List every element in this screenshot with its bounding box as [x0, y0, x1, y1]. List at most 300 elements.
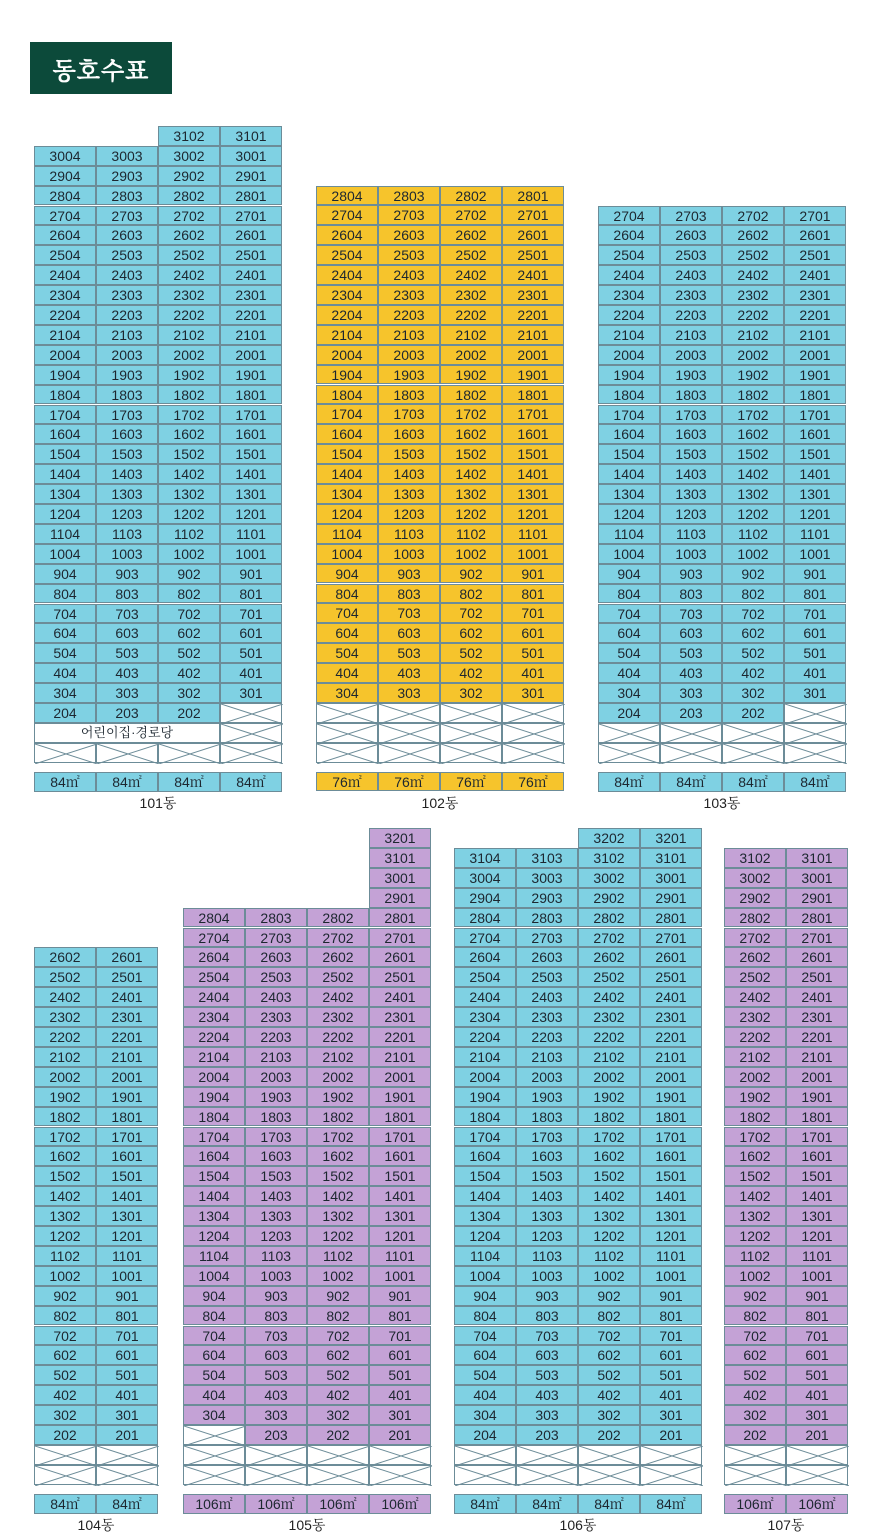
unit-cell[interactable]: 3002	[724, 868, 786, 888]
unit-cell[interactable]: 1203	[96, 504, 158, 524]
unit-cell[interactable]: 2204	[34, 305, 96, 325]
unit-cell[interactable]: 2302	[307, 1007, 369, 1027]
unit-cell[interactable]: 2003	[660, 345, 722, 365]
unit-cell[interactable]: 203	[516, 1425, 578, 1445]
unit-cell[interactable]: 1404	[34, 464, 96, 484]
unit-cell[interactable]: 1502	[34, 1166, 96, 1186]
unit-cell[interactable]: 2202	[578, 1027, 640, 1047]
unit-cell[interactable]: 2304	[454, 1007, 516, 1027]
unit-cell[interactable]: 2802	[440, 186, 502, 206]
unit-cell[interactable]: 503	[660, 643, 722, 663]
unit-cell[interactable]: 1303	[245, 1206, 307, 1226]
unit-cell[interactable]: 2002	[34, 1067, 96, 1087]
unit-cell[interactable]: 1302	[158, 484, 220, 504]
unit-cell[interactable]: 1901	[502, 365, 564, 385]
unit-cell[interactable]: 1404	[183, 1186, 245, 1206]
unit-cell[interactable]: 2201	[786, 1027, 848, 1047]
unit-cell[interactable]: 2704	[183, 928, 245, 948]
unit-cell[interactable]: 302	[34, 1405, 96, 1425]
unit-cell[interactable]: 2101	[369, 1047, 431, 1067]
unit-cell[interactable]: 1102	[307, 1246, 369, 1266]
unit-cell[interactable]: 303	[660, 683, 722, 703]
unit-cell[interactable]: 1101	[502, 524, 564, 544]
unit-cell[interactable]: 1301	[640, 1206, 702, 1226]
unit-cell[interactable]: 601	[502, 623, 564, 643]
unit-cell[interactable]: 1903	[245, 1087, 307, 1107]
unit-cell[interactable]: 1401	[220, 464, 282, 484]
unit-cell[interactable]: 1904	[598, 365, 660, 385]
unit-cell[interactable]: 2402	[34, 987, 96, 1007]
unit-cell[interactable]: 2804	[316, 186, 378, 206]
unit-cell[interactable]: 1201	[96, 1226, 158, 1246]
unit-cell[interactable]: 403	[96, 663, 158, 683]
unit-cell[interactable]: 2703	[96, 206, 158, 226]
unit-cell[interactable]: 301	[369, 1405, 431, 1425]
unit-cell[interactable]: 1501	[640, 1166, 702, 1186]
unit-cell[interactable]: 901	[220, 564, 282, 584]
unit-cell[interactable]: 903	[96, 564, 158, 584]
unit-cell[interactable]: 3102	[158, 126, 220, 146]
unit-cell[interactable]: 1504	[316, 444, 378, 464]
unit-cell[interactable]: 1002	[34, 1266, 96, 1286]
unit-cell[interactable]: 2203	[660, 305, 722, 325]
unit-cell[interactable]: 1402	[722, 464, 784, 484]
unit-cell[interactable]: 702	[307, 1326, 369, 1346]
unit-cell[interactable]: 2103	[96, 325, 158, 345]
unit-cell[interactable]: 2804	[183, 908, 245, 928]
unit-cell[interactable]: 802	[34, 1306, 96, 1326]
unit-cell[interactable]: 902	[440, 564, 502, 584]
unit-cell[interactable]: 601	[369, 1345, 431, 1365]
unit-cell[interactable]: 2902	[724, 888, 786, 908]
unit-cell[interactable]: 2504	[316, 245, 378, 265]
unit-cell[interactable]: 704	[34, 604, 96, 624]
unit-cell[interactable]: 701	[369, 1326, 431, 1346]
unit-cell[interactable]: 1401	[640, 1186, 702, 1206]
unit-cell[interactable]: 803	[378, 584, 440, 604]
unit-cell[interactable]: 1704	[598, 405, 660, 425]
unit-cell[interactable]: 1502	[158, 444, 220, 464]
unit-cell[interactable]: 2502	[440, 245, 502, 265]
unit-cell[interactable]: 1104	[598, 524, 660, 544]
unit-cell[interactable]: 1702	[158, 405, 220, 425]
unit-cell[interactable]: 1603	[516, 1146, 578, 1166]
unit-cell[interactable]: 2803	[516, 908, 578, 928]
unit-cell[interactable]: 404	[598, 663, 660, 683]
unit-cell[interactable]: 2604	[454, 947, 516, 967]
unit-cell[interactable]: 801	[502, 584, 564, 604]
unit-cell[interactable]: 3003	[96, 146, 158, 166]
unit-cell[interactable]: 1704	[454, 1127, 516, 1147]
unit-cell[interactable]: 204	[34, 703, 96, 723]
unit-cell[interactable]: 1902	[34, 1087, 96, 1107]
unit-cell[interactable]: 502	[307, 1365, 369, 1385]
unit-cell[interactable]: 2501	[96, 967, 158, 987]
unit-cell[interactable]: 1001	[369, 1266, 431, 1286]
unit-cell[interactable]: 2201	[784, 305, 846, 325]
unit-cell[interactable]: 2802	[307, 908, 369, 928]
unit-cell[interactable]: 504	[183, 1365, 245, 1385]
unit-cell[interactable]: 2401	[369, 987, 431, 1007]
unit-cell[interactable]: 1602	[34, 1146, 96, 1166]
unit-cell[interactable]: 2102	[722, 325, 784, 345]
unit-cell[interactable]: 302	[724, 1405, 786, 1425]
unit-cell[interactable]: 1603	[96, 424, 158, 444]
unit-cell[interactable]: 1302	[724, 1206, 786, 1226]
unit-cell[interactable]: 2401	[640, 987, 702, 1007]
unit-cell[interactable]: 503	[245, 1365, 307, 1385]
unit-cell[interactable]: 401	[786, 1385, 848, 1405]
unit-cell[interactable]: 2202	[34, 1027, 96, 1047]
unit-cell[interactable]: 1903	[96, 365, 158, 385]
unit-cell[interactable]: 2504	[183, 967, 245, 987]
unit-cell[interactable]: 1101	[96, 1246, 158, 1266]
unit-cell[interactable]: 1001	[96, 1266, 158, 1286]
unit-cell[interactable]: 2602	[158, 225, 220, 245]
unit-cell[interactable]: 303	[516, 1405, 578, 1425]
unit-cell[interactable]: 1203	[378, 504, 440, 524]
unit-cell[interactable]: 2301	[96, 1007, 158, 1027]
unit-cell[interactable]: 2702	[724, 928, 786, 948]
unit-cell[interactable]: 1401	[784, 464, 846, 484]
unit-cell[interactable]: 3102	[724, 848, 786, 868]
unit-cell[interactable]: 1103	[245, 1246, 307, 1266]
unit-cell[interactable]: 2104	[598, 325, 660, 345]
unit-cell[interactable]: 804	[34, 584, 96, 604]
unit-cell[interactable]: 2502	[307, 967, 369, 987]
unit-cell[interactable]: 2202	[307, 1027, 369, 1047]
unit-cell[interactable]: 501	[640, 1365, 702, 1385]
unit-cell[interactable]: 804	[183, 1306, 245, 1326]
unit-cell[interactable]: 1603	[378, 424, 440, 444]
unit-cell[interactable]: 2102	[158, 325, 220, 345]
unit-cell[interactable]: 2701	[502, 205, 564, 225]
unit-cell[interactable]: 1803	[96, 385, 158, 405]
unit-cell[interactable]: 2203	[96, 305, 158, 325]
unit-cell[interactable]: 904	[598, 564, 660, 584]
unit-cell[interactable]: 2602	[578, 947, 640, 967]
unit-cell[interactable]: 1702	[34, 1127, 96, 1147]
unit-cell[interactable]: 2001	[786, 1067, 848, 1087]
unit-cell[interactable]: 2504	[598, 245, 660, 265]
unit-cell[interactable]: 2102	[307, 1047, 369, 1067]
unit-cell[interactable]: 201	[96, 1425, 158, 1445]
unit-cell[interactable]: 503	[96, 643, 158, 663]
unit-cell[interactable]: 701	[220, 604, 282, 624]
unit-cell[interactable]: 1602	[722, 424, 784, 444]
unit-cell[interactable]: 3003	[516, 868, 578, 888]
unit-cell[interactable]: 304	[183, 1405, 245, 1425]
unit-cell[interactable]: 1701	[502, 404, 564, 424]
unit-cell[interactable]: 2802	[158, 186, 220, 206]
unit-cell[interactable]: 1104	[316, 524, 378, 544]
unit-cell[interactable]: 302	[722, 683, 784, 703]
unit-cell[interactable]: 1601	[640, 1146, 702, 1166]
unit-cell[interactable]: 1701	[640, 1127, 702, 1147]
unit-cell[interactable]: 2302	[724, 1007, 786, 1027]
unit-cell[interactable]: 701	[502, 603, 564, 623]
unit-cell[interactable]: 2203	[245, 1027, 307, 1047]
unit-cell[interactable]: 1101	[786, 1246, 848, 1266]
unit-cell[interactable]: 702	[578, 1326, 640, 1346]
unit-cell[interactable]: 1402	[578, 1186, 640, 1206]
unit-cell[interactable]: 2404	[183, 987, 245, 1007]
unit-cell[interactable]: 2602	[307, 947, 369, 967]
unit-cell[interactable]: 1601	[220, 424, 282, 444]
unit-cell[interactable]: 1404	[316, 464, 378, 484]
unit-cell[interactable]: 301	[502, 683, 564, 703]
unit-cell[interactable]: 1102	[578, 1246, 640, 1266]
unit-cell[interactable]: 1502	[724, 1166, 786, 1186]
unit-cell[interactable]: 2702	[578, 928, 640, 948]
unit-cell[interactable]: 1403	[516, 1186, 578, 1206]
unit-cell[interactable]: 1503	[96, 444, 158, 464]
unit-cell[interactable]: 1401	[369, 1186, 431, 1206]
unit-cell[interactable]: 603	[660, 623, 722, 643]
unit-cell[interactable]: 1304	[34, 484, 96, 504]
unit-cell[interactable]: 1004	[454, 1266, 516, 1286]
unit-cell[interactable]: 803	[96, 584, 158, 604]
unit-cell[interactable]: 2603	[660, 225, 722, 245]
unit-cell[interactable]: 2801	[786, 908, 848, 928]
unit-cell[interactable]: 1004	[598, 544, 660, 564]
unit-cell[interactable]: 304	[316, 683, 378, 703]
unit-cell[interactable]: 801	[640, 1306, 702, 1326]
unit-cell[interactable]: 1901	[786, 1087, 848, 1107]
unit-cell[interactable]: 1502	[722, 444, 784, 464]
unit-cell[interactable]: 2204	[183, 1027, 245, 1047]
unit-cell[interactable]: 301	[786, 1405, 848, 1425]
unit-cell[interactable]: 701	[96, 1326, 158, 1346]
unit-cell[interactable]: 2602	[722, 225, 784, 245]
unit-cell[interactable]: 1501	[220, 444, 282, 464]
unit-cell[interactable]: 1304	[316, 484, 378, 504]
unit-cell[interactable]: 2501	[502, 245, 564, 265]
unit-cell[interactable]: 801	[220, 584, 282, 604]
unit-cell[interactable]: 1702	[578, 1127, 640, 1147]
unit-cell[interactable]: 2301	[640, 1007, 702, 1027]
unit-cell[interactable]: 1804	[316, 385, 378, 405]
unit-cell[interactable]: 2701	[640, 928, 702, 948]
unit-cell[interactable]: 804	[316, 584, 378, 604]
unit-cell[interactable]: 2104	[454, 1047, 516, 1067]
unit-cell[interactable]: 603	[96, 623, 158, 643]
unit-cell[interactable]: 201	[640, 1425, 702, 1445]
unit-cell[interactable]: 1201	[220, 504, 282, 524]
unit-cell[interactable]: 902	[722, 564, 784, 584]
unit-cell[interactable]: 2403	[245, 987, 307, 1007]
unit-cell[interactable]: 3102	[578, 848, 640, 868]
unit-cell[interactable]: 1902	[158, 365, 220, 385]
unit-cell[interactable]: 1202	[440, 504, 502, 524]
unit-cell[interactable]: 1301	[220, 484, 282, 504]
unit-cell[interactable]: 1502	[307, 1166, 369, 1186]
unit-cell[interactable]: 2701	[786, 928, 848, 948]
unit-cell[interactable]: 2004	[454, 1067, 516, 1087]
unit-cell[interactable]: 1302	[578, 1206, 640, 1226]
unit-cell[interactable]: 1501	[786, 1166, 848, 1186]
unit-cell[interactable]: 604	[454, 1345, 516, 1365]
unit-cell[interactable]: 1502	[578, 1166, 640, 1186]
unit-cell[interactable]: 1303	[516, 1206, 578, 1226]
unit-cell[interactable]: 2401	[784, 265, 846, 285]
unit-cell[interactable]: 1804	[598, 385, 660, 405]
unit-cell[interactable]: 1402	[34, 1186, 96, 1206]
unit-cell[interactable]: 701	[784, 604, 846, 624]
unit-cell[interactable]: 401	[96, 1385, 158, 1405]
unit-cell[interactable]: 1802	[578, 1107, 640, 1127]
unit-cell[interactable]: 2801	[502, 186, 564, 206]
unit-cell[interactable]: 2303	[378, 285, 440, 305]
unit-cell[interactable]: 1002	[578, 1266, 640, 1286]
unit-cell[interactable]: 2803	[245, 908, 307, 928]
unit-cell[interactable]: 1803	[245, 1107, 307, 1127]
unit-cell[interactable]: 2403	[378, 265, 440, 285]
unit-cell[interactable]: 2202	[440, 305, 502, 325]
unit-cell[interactable]: 3004	[34, 146, 96, 166]
unit-cell[interactable]: 203	[96, 703, 158, 723]
unit-cell[interactable]: 901	[369, 1286, 431, 1306]
unit-cell[interactable]: 1102	[724, 1246, 786, 1266]
unit-cell[interactable]: 2003	[96, 345, 158, 365]
unit-cell[interactable]: 1202	[722, 504, 784, 524]
unit-cell[interactable]: 804	[454, 1306, 516, 1326]
unit-cell[interactable]: 1201	[640, 1226, 702, 1246]
unit-cell[interactable]: 1704	[316, 404, 378, 424]
unit-cell[interactable]: 2902	[578, 888, 640, 908]
unit-cell[interactable]: 1001	[220, 544, 282, 564]
unit-cell[interactable]: 804	[598, 584, 660, 604]
unit-cell[interactable]: 2103	[245, 1047, 307, 1067]
unit-cell[interactable]: 303	[378, 683, 440, 703]
unit-cell[interactable]: 2701	[220, 206, 282, 226]
unit-cell[interactable]: 1602	[307, 1146, 369, 1166]
unit-cell[interactable]: 1202	[307, 1226, 369, 1246]
unit-cell[interactable]: 1004	[183, 1266, 245, 1286]
unit-cell[interactable]: 402	[158, 663, 220, 683]
unit-cell[interactable]: 2803	[96, 186, 158, 206]
unit-cell[interactable]: 2402	[724, 987, 786, 1007]
unit-cell[interactable]: 1503	[516, 1166, 578, 1186]
unit-cell[interactable]: 1202	[34, 1226, 96, 1246]
unit-cell[interactable]: 801	[96, 1306, 158, 1326]
unit-cell[interactable]: 301	[96, 1405, 158, 1425]
unit-cell[interactable]: 2101	[640, 1047, 702, 1067]
unit-cell[interactable]: 2302	[440, 285, 502, 305]
unit-cell[interactable]: 1903	[660, 365, 722, 385]
unit-cell[interactable]: 1303	[378, 484, 440, 504]
unit-cell[interactable]: 2102	[34, 1047, 96, 1067]
unit-cell[interactable]: 902	[578, 1286, 640, 1306]
unit-cell[interactable]: 402	[440, 663, 502, 683]
unit-cell[interactable]: 202	[307, 1425, 369, 1445]
unit-cell[interactable]: 1001	[502, 544, 564, 564]
unit-cell[interactable]: 2601	[784, 225, 846, 245]
unit-cell[interactable]: 2904	[34, 166, 96, 186]
unit-cell[interactable]: 302	[440, 683, 502, 703]
unit-cell[interactable]: 601	[784, 623, 846, 643]
unit-cell[interactable]: 2201	[96, 1027, 158, 1047]
unit-cell[interactable]: 1702	[440, 404, 502, 424]
unit-cell[interactable]: 601	[96, 1345, 158, 1365]
unit-cell[interactable]: 2601	[220, 225, 282, 245]
unit-cell[interactable]: 1503	[378, 444, 440, 464]
unit-cell[interactable]: 2202	[724, 1027, 786, 1047]
unit-cell[interactable]: 304	[34, 683, 96, 703]
unit-cell[interactable]: 2303	[660, 285, 722, 305]
unit-cell[interactable]: 1003	[245, 1266, 307, 1286]
unit-cell[interactable]: 2902	[158, 166, 220, 186]
unit-cell[interactable]: 402	[722, 663, 784, 683]
unit-cell[interactable]: 1401	[502, 464, 564, 484]
unit-cell[interactable]: 2302	[722, 285, 784, 305]
unit-cell[interactable]: 903	[516, 1286, 578, 1306]
unit-cell[interactable]: 1202	[724, 1226, 786, 1246]
unit-cell[interactable]: 1201	[369, 1226, 431, 1246]
unit-cell[interactable]: 602	[307, 1345, 369, 1365]
unit-cell[interactable]: 2601	[502, 225, 564, 245]
unit-cell[interactable]: 801	[786, 1306, 848, 1326]
unit-cell[interactable]: 301	[640, 1405, 702, 1425]
unit-cell[interactable]: 401	[640, 1385, 702, 1405]
unit-cell[interactable]: 903	[660, 564, 722, 584]
unit-cell[interactable]: 1702	[722, 405, 784, 425]
unit-cell[interactable]: 702	[158, 604, 220, 624]
unit-cell[interactable]: 2601	[786, 947, 848, 967]
unit-cell[interactable]: 604	[183, 1345, 245, 1365]
unit-cell[interactable]: 2402	[440, 265, 502, 285]
unit-cell[interactable]: 304	[598, 683, 660, 703]
unit-cell[interactable]: 1902	[724, 1087, 786, 1107]
unit-cell[interactable]: 2202	[158, 305, 220, 325]
unit-cell[interactable]: 501	[96, 1365, 158, 1385]
unit-cell[interactable]: 1702	[724, 1127, 786, 1147]
unit-cell[interactable]: 2303	[516, 1007, 578, 1027]
unit-cell[interactable]: 2502	[158, 245, 220, 265]
unit-cell[interactable]: 2203	[516, 1027, 578, 1047]
unit-cell[interactable]: 1702	[307, 1127, 369, 1147]
unit-cell[interactable]: 1302	[307, 1206, 369, 1226]
unit-cell[interactable]: 2901	[640, 888, 702, 908]
unit-cell[interactable]: 702	[440, 603, 502, 623]
unit-cell[interactable]: 404	[316, 663, 378, 683]
unit-cell[interactable]: 2601	[640, 947, 702, 967]
unit-cell[interactable]: 304	[454, 1405, 516, 1425]
unit-cell[interactable]: 504	[454, 1365, 516, 1385]
unit-cell[interactable]: 2204	[316, 305, 378, 325]
unit-cell[interactable]: 1301	[369, 1206, 431, 1226]
unit-cell[interactable]: 2001	[369, 1067, 431, 1087]
unit-cell[interactable]: 1601	[96, 1146, 158, 1166]
unit-cell[interactable]: 802	[307, 1306, 369, 1326]
unit-cell[interactable]: 2604	[34, 225, 96, 245]
unit-cell[interactable]: 3201	[369, 828, 431, 848]
unit-cell[interactable]: 2002	[578, 1067, 640, 1087]
unit-cell[interactable]: 403	[245, 1385, 307, 1405]
unit-cell[interactable]: 1602	[440, 424, 502, 444]
unit-cell[interactable]: 1701	[786, 1127, 848, 1147]
unit-cell[interactable]: 1004	[316, 544, 378, 564]
unit-cell[interactable]: 2702	[158, 206, 220, 226]
unit-cell[interactable]: 402	[578, 1385, 640, 1405]
unit-cell[interactable]: 1403	[96, 464, 158, 484]
unit-cell[interactable]: 1703	[516, 1127, 578, 1147]
unit-cell[interactable]: 2502	[722, 245, 784, 265]
unit-cell[interactable]: 1001	[784, 544, 846, 564]
unit-cell[interactable]: 1103	[660, 524, 722, 544]
unit-cell[interactable]: 2002	[724, 1067, 786, 1087]
unit-cell[interactable]: 904	[183, 1286, 245, 1306]
